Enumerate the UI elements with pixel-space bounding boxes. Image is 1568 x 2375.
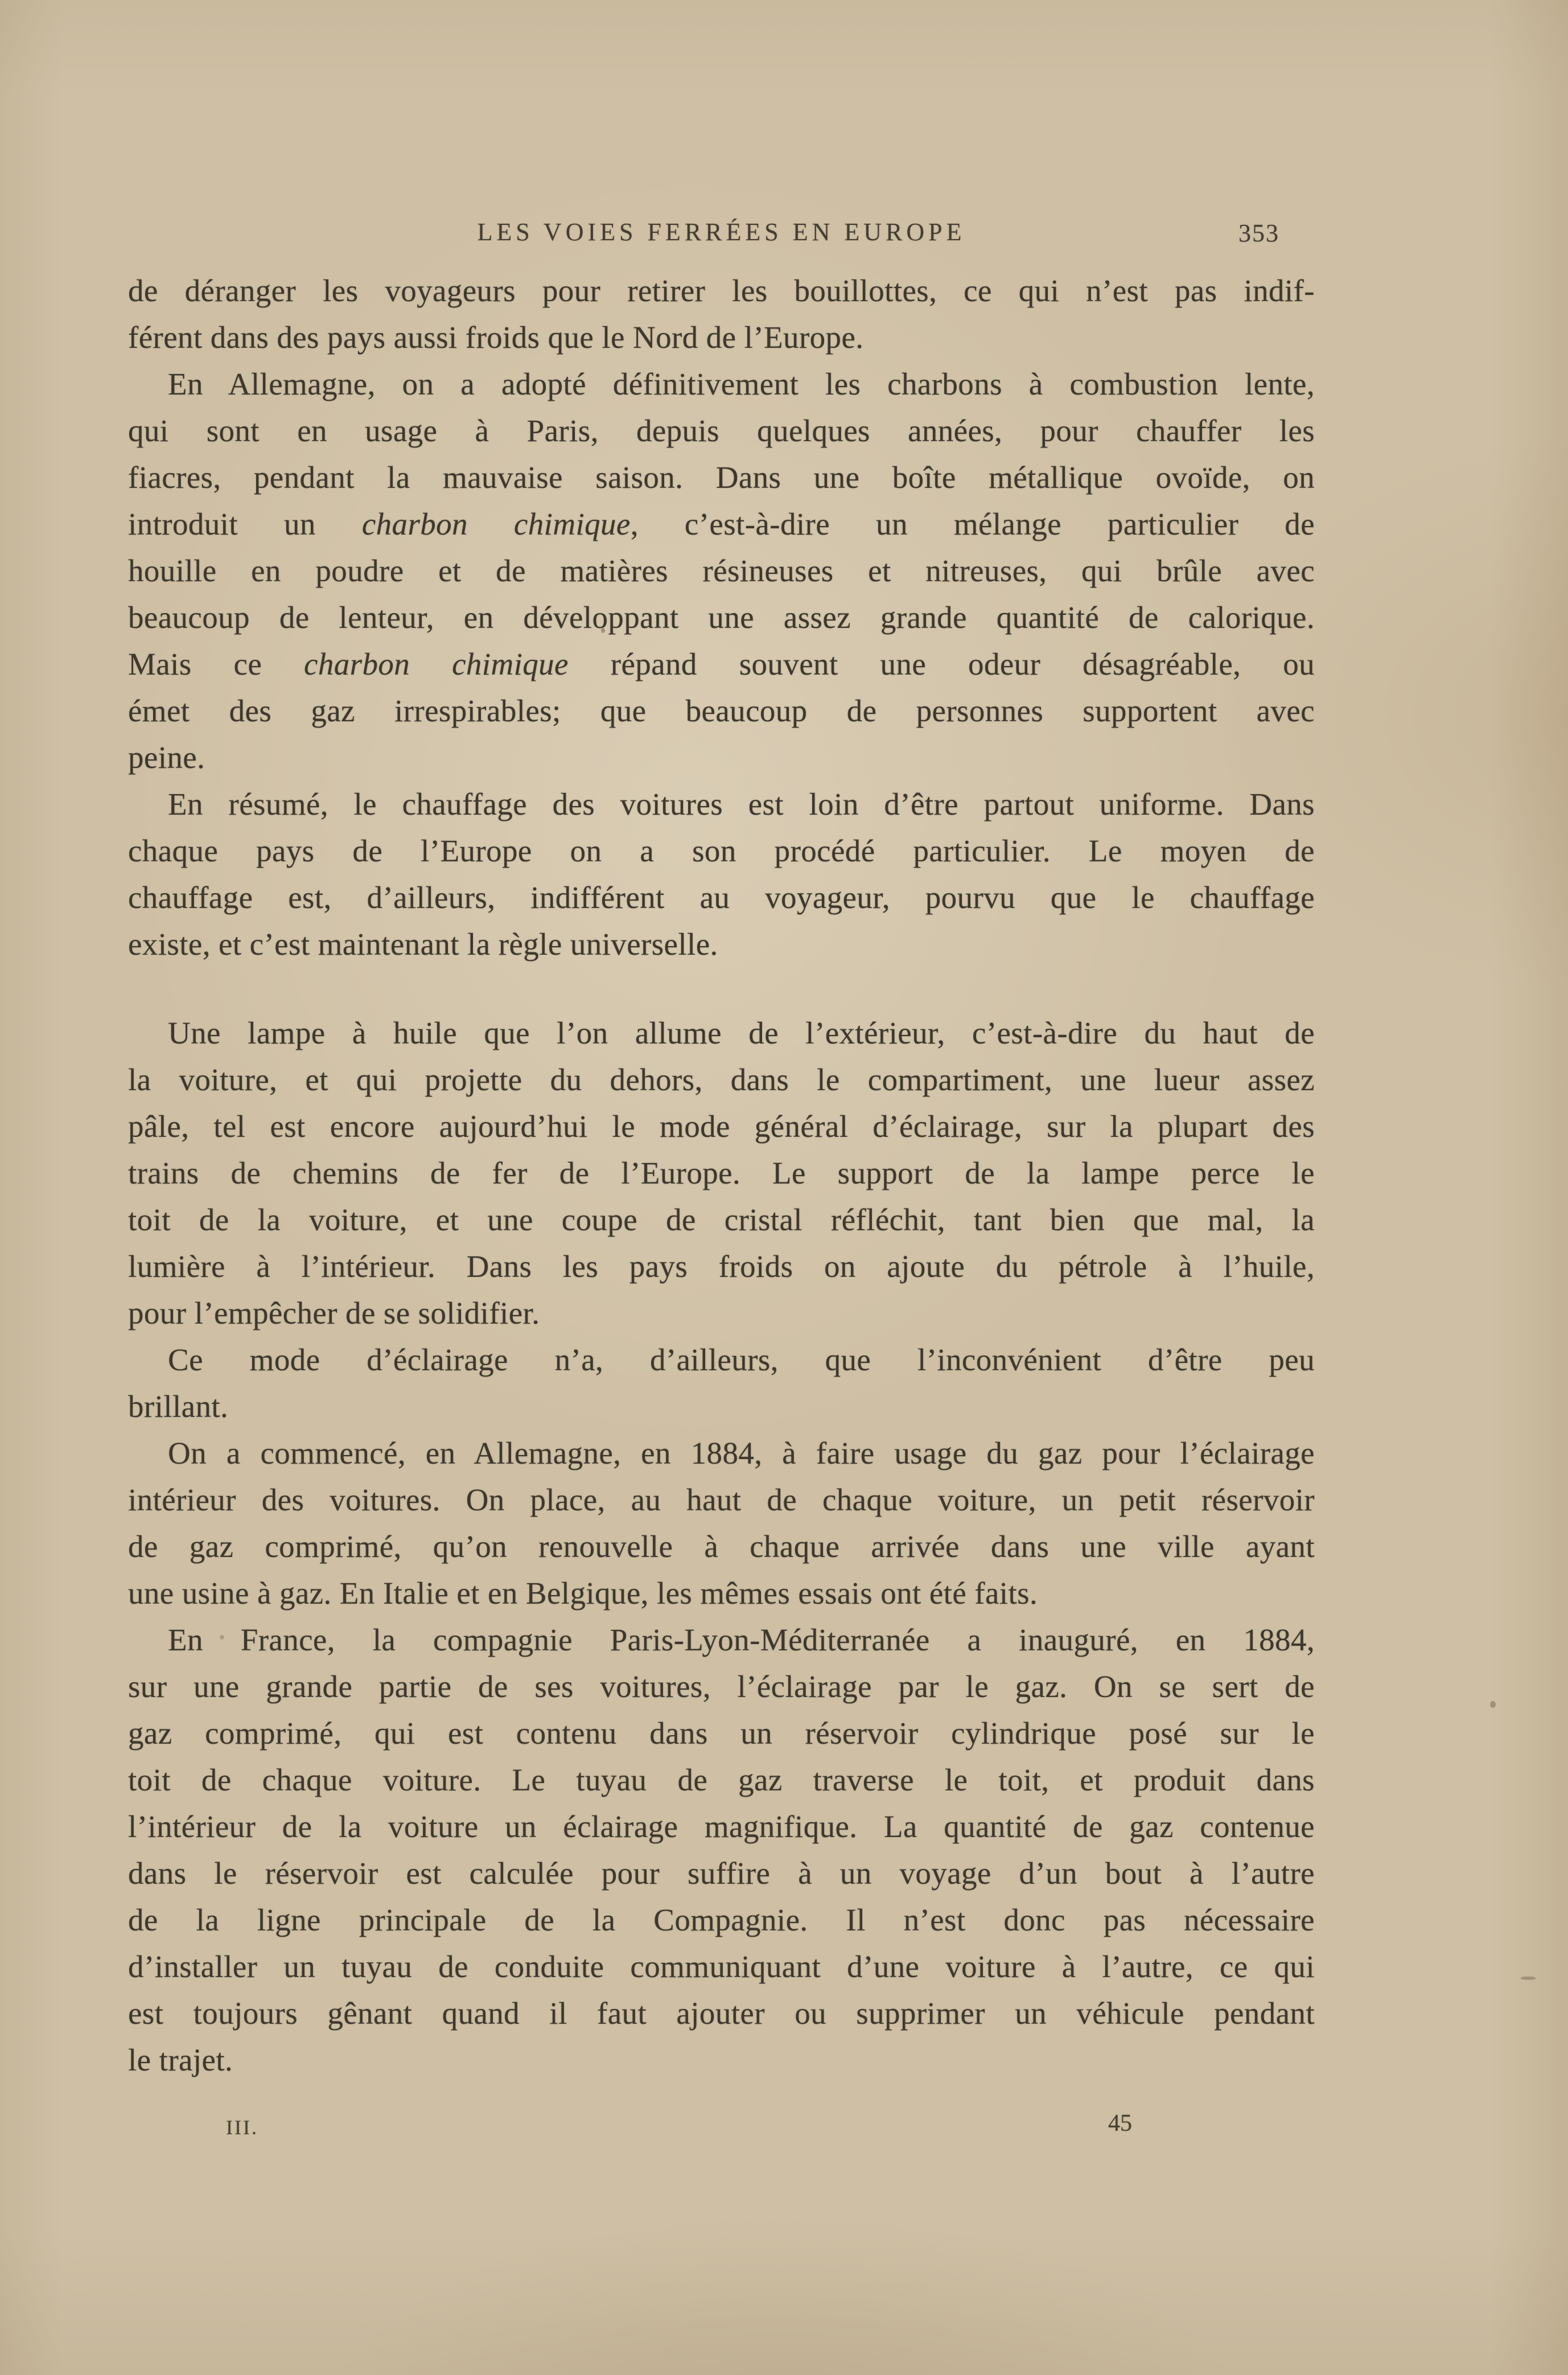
text-line: d’installer un tuyau de conduite communiquant d’une voiture à l’autre, ce qui [128,1949,1315,1984]
text-line: peine. [128,740,205,775]
text-line: lumière à l’intérieur. Dans les pays froids on ajoute du pétrole à l’huile, [128,1249,1315,1284]
text-line: chaque pays de l’Europe on a son procédé particulier. Le moyen de [128,833,1315,868]
paragraph [128,1430,1315,1617]
text-line: fiacres, pendant la mauvaise saison. Dans une boîte métallique ovoïde, on [128,460,1315,495]
text-line: le trajet. [128,2043,233,2077]
text-line: férent dans des pays aussi froids que le Nord de l’Europe. [128,320,864,355]
text-line: gaz comprimé, qui est contenu dans un réservoir cylindrique posé sur le [128,1716,1315,1751]
text-line: l’intérieur de la voiture un éclairage magnifique. La quantité de gaz contenue [128,1809,1315,1844]
text-line: de gaz comprimé, qu’on renouvelle à chaque arrivée dans une ville ayant [128,1529,1315,1564]
text-line: toit de la voiture, et une coupe de cristal réfléchit, tant bien que mal, la [128,1202,1315,1237]
text-line: émet des gaz irrespirables; que beaucoup de personnes supportent avec [128,693,1315,728]
text-line: intérieur des voitures. On place, au haut de chaque voiture, un petit réservoir [128,1482,1315,1517]
text-line: sur une grande partie de ses voitures, l’éclairage par le gaz. On se sert de [128,1669,1315,1704]
text-line: existe, et c’est maintenant la règle universelle. [128,927,718,961]
text-line: beaucoup de lenteur, en développant une assez grande quantité de calorique. [128,600,1315,635]
text-line: En résumé, le chauffage des voitures est loin d’être partout uniforme. Dans [168,787,1315,821]
signature-number: 45 [1108,2110,1132,2136]
text-line: On a commencé, en Allemagne, en 1884, à faire usage du gaz pour l’éclairage [168,1436,1315,1470]
page-number: 353 [1238,219,1279,247]
text-line: En France, la compagnie Paris-Lyon-Méditerranée a inauguré, en 1884, [168,1622,1315,1657]
text-line: introduit un charbon chimique, c’est-à-dire un mélange particulier de [128,507,1315,541]
text-line: toit de chaque voiture. Le tuyau de gaz traverse le toit, et produit dans [128,1762,1315,1797]
body-text [128,268,1315,2084]
paragraph [128,781,1315,968]
text-line: pour l’empêcher de se solidifier. [128,1296,540,1330]
text-line: de la ligne principale de la Compagnie. Il n’est donc pas nécessaire [128,1903,1315,1937]
text-line: qui sont en usage à Paris, depuis quelques années, pour chauffer les [128,413,1315,448]
paragraph [128,1337,1315,1430]
text-line: Une lampe à huile que l’on allume de l’extérieur, c’est-à-dire du haut de [168,1016,1315,1050]
volume-number: III. [226,2116,258,2139]
paper-speck [1490,1701,1496,1708]
paper-speck [1521,1977,1536,1980]
paragraph [128,1617,1315,2084]
text-line: de déranger les voyageurs pour retirer les bouillottes, ce qui n’est pas indif- [128,273,1315,308]
text-line: brillant. [128,1389,229,1424]
text-line: une usine à gaz. En Italie et en Belgique, les mêmes essais ont été faits. [128,1576,1038,1610]
text-line: Ce mode d’éclairage n’a, d’ailleurs, que l’inconvénient d’être peu [168,1342,1315,1377]
page-footer [128,2106,1315,2146]
text-line: la voiture, et qui projette du dehors, dans le compartiment, une lueur assez [128,1062,1315,1097]
text-line: trains de chemins de fer de l’Europe. Le support de la lampe perce le [128,1156,1315,1190]
paragraph [128,268,1315,361]
running-title: LES VOIES FERRÉES EN EUROPE [477,218,966,246]
paragraph [128,1010,1315,1337]
text-line: En Allemagne, on a adopté définitivement les charbons à combustion lente, [168,367,1315,401]
text-line: est toujours gênant quand il faut ajouter ou supprimer un véhicule pendant [128,1996,1315,2031]
text-line: dans le réservoir est calculée pour suffire à un voyage d’un bout à l’autre [128,1856,1315,1891]
text-line: Mais ce charbon chimique répand souvent une odeur désagréable, ou [128,647,1315,681]
text-line: pâle, tel est encore aujourd’hui le mode général d’éclairage, sur la plupart des [128,1109,1315,1144]
text-line: houille en poudre et de matières résineuses et nitreuses, qui brûle avec [128,553,1315,588]
page-header [128,217,1315,254]
paragraph [128,361,1315,781]
text-line: chauffage est, d’ailleurs, indifférent au voyageur, pourvu que le chauffage [128,880,1315,915]
